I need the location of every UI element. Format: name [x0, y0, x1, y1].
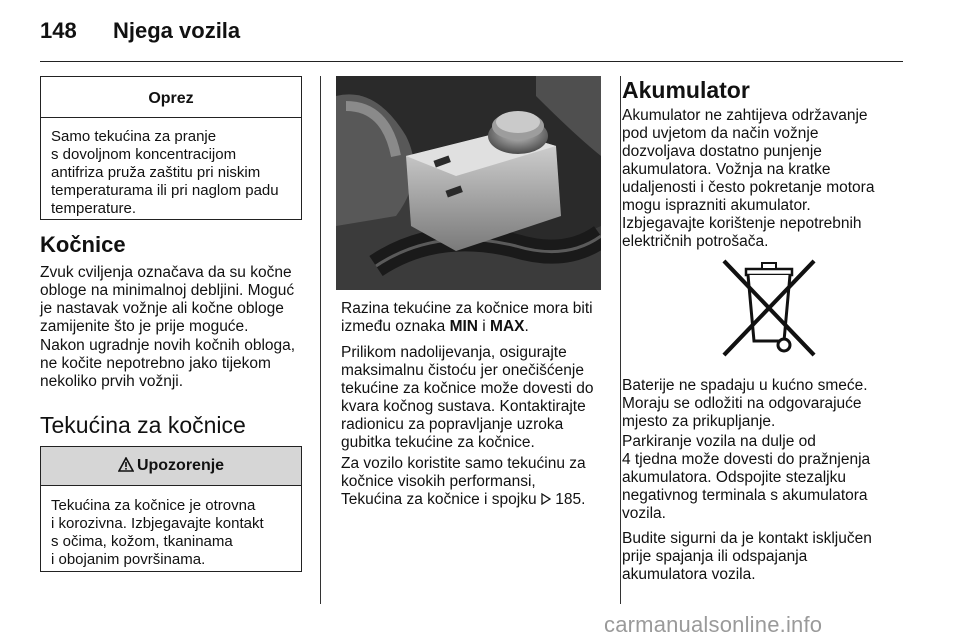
max-label: MAX: [490, 318, 525, 335]
column-divider-right: [620, 76, 621, 604]
caution-title: Oprez: [41, 77, 301, 118]
battery-paragraph-1: Akumulator ne zahtijeva održavanje pod uvjetom da način vožnje dozvoljava dostatno punjenje akumulatora. Vožnja na kratke udaljenosti i često pokretanje motora mogu isprazniti akumulator. Izbjegavajte korištenje nepotrebnih električnih potrošača.: [622, 107, 875, 250]
page-header-title: Njega vozila: [113, 18, 241, 43]
caution-text: Samo tekućina za pranje s dovoljnom koncentracijom antifriza pruža zaštitu pri niskim temperaturama ili pri naglom padu temperature.: [51, 128, 279, 217]
brake-fluid-heading: Tekućina za kočnice: [40, 412, 246, 438]
page-number: 148: [40, 18, 77, 43]
header-rule: [40, 61, 903, 62]
battery-paragraph-2: Baterije ne spadaju u kućno smeće. Moraju se odložiti na odgovarajuće mjesto za prikupljanje.: [622, 377, 868, 430]
warning-triangle-icon: [118, 457, 134, 477]
p1-end: .: [524, 318, 529, 335]
brake-fluid-p3-text: Za vozilo koristite samo tekućinu za kočnice visokih performansi, Tekućina za kočnice i spojku: [341, 455, 586, 508]
brake-fluid-paragraph-1: [341, 300, 616, 336]
min-label: MIN: [449, 318, 478, 335]
warning-title: Upozorenje: [136, 457, 225, 474]
column-divider-left: [320, 76, 321, 604]
brake-fluid-reservoir-photo: [336, 76, 601, 290]
page-reference-link[interactable]: 185: [555, 491, 582, 508]
battery-paragraph-3: Parkiranje vozila na dulje od 4 tjedna može dovesti do pražnjenja akumulatora. Odspojite stezaljku negativnog terminala s akumulatora vozila.: [622, 433, 871, 522]
brakes-paragraph-1: Zvuk cviljenja označava da su kočne obloge na minimalnoj debljini. Moguć je nastavak vožnje ali kočne obloge zamijenite što je prije moguće.: [40, 264, 295, 335]
warning-header: [41, 447, 301, 486]
warning-box: [40, 446, 302, 572]
brakes-heading: Kočnice: [40, 232, 126, 257]
brake-fluid-paragraph-2: Prilikom nadolijevanja, osigurajte maksimalnu čistoću jer onečišćenje tekućine za kočnice može dovesti do kvara kočnog sustava. Kontaktirajte radionicu za popravljanje uzroka gubitka tekućine za kočnice.: [341, 344, 594, 451]
page-reference-icon: [541, 492, 551, 510]
caution-box: [40, 76, 302, 220]
watermark: carmanualsonline.info: [604, 612, 823, 637]
battery-paragraph-4: Budite sigurni da je kontakt isključen prije spajanja ili odspajanja akumulatora vozila.: [622, 530, 872, 583]
crossed-out-wheelie-bin-icon: [716, 257, 822, 360]
brake-fluid-p1-text: Razina tekućine za kočnice mora biti između oznaka: [341, 300, 593, 335]
battery-heading: Akumulator: [622, 77, 750, 103]
brakes-paragraph-2: Nakon ugradnje novih kočnih obloga, ne kočite nepotrebno jako tijekom nekoliko prvih vožnji.: [40, 337, 296, 390]
brake-fluid-paragraph-3: [341, 455, 616, 510]
and-text: i: [477, 318, 491, 335]
p3-end: .: [581, 491, 586, 508]
warning-text: Tekućina za kočnice je otrovna i korozivna. Izbjegavajte kontakt s očima, kožom, tkaninama i obojanim površinama.: [51, 497, 264, 568]
